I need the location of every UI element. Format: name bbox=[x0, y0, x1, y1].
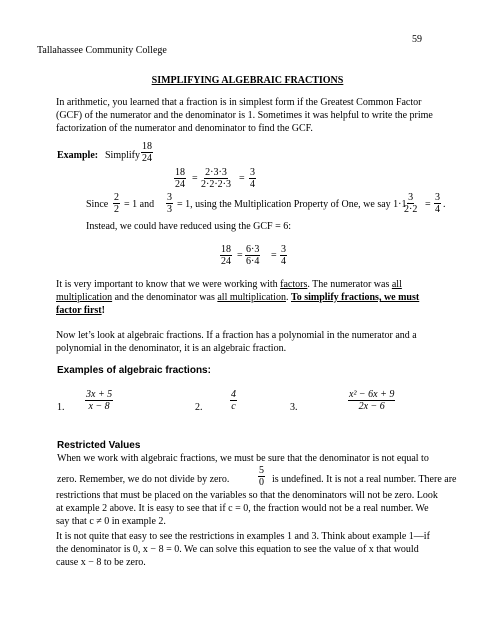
numerator: 5 bbox=[259, 465, 264, 476]
since-word: Since bbox=[86, 199, 109, 210]
example-label: Example: bbox=[57, 150, 99, 161]
numerator: 6·3 bbox=[246, 244, 260, 255]
numerator: 2·3·3 bbox=[205, 167, 227, 178]
denominator: x − 8 bbox=[88, 401, 110, 412]
denominator: 2·2 bbox=[404, 204, 418, 215]
numerator: 18 bbox=[221, 244, 231, 255]
denominator: 24 bbox=[175, 179, 185, 190]
restricted-paragraph: restrictions that must be placed on the variables so that the denominators will not be zero. Look at example 2 above. It is easy to see that if c = 0, the fraction would not be a real number. We say that c ≠ 0 in example 2. bbox=[56, 490, 438, 527]
fraction-prime-factorization bbox=[201, 167, 231, 190]
factor-first-emphasis: To simplify fractions, we must factor first bbox=[56, 292, 420, 316]
examples-heading: Examples of algebraic fractions: bbox=[57, 365, 211, 376]
denominator: 4 bbox=[435, 204, 440, 215]
numerator: 3 bbox=[250, 167, 255, 178]
multiplication-property-text: = 1, using the Multiplication Property of One, we say 1·1· bbox=[177, 199, 410, 210]
fraction-3-3 bbox=[166, 192, 173, 215]
equals-sign: = bbox=[425, 199, 431, 210]
denominator: 6·4 bbox=[246, 256, 260, 267]
numerator: 18 bbox=[142, 141, 152, 152]
page-number: 59 bbox=[412, 34, 422, 45]
simplify-text: Simplify bbox=[105, 150, 141, 161]
period: . bbox=[443, 199, 446, 210]
fraction-18-24 bbox=[174, 167, 186, 190]
denominator: 24 bbox=[221, 256, 231, 267]
fraction-3-4 bbox=[249, 167, 256, 190]
restricted-line-1: When we work with algebraic fractions, we must be sure that the denominator is not equal to bbox=[57, 453, 429, 464]
denominator-emphasis: all multiplication bbox=[217, 292, 286, 303]
fraction-18-24 bbox=[220, 244, 232, 267]
example-3-number: 3. bbox=[290, 402, 298, 413]
denominator: 3 bbox=[167, 204, 172, 215]
numerator: x² − 6x + 9 bbox=[349, 389, 395, 400]
fraction-3-4 bbox=[434, 192, 441, 215]
fraction-6x3-6x4 bbox=[245, 244, 260, 267]
restricted-undefined-text: is undefined. It is not a real number. There are bbox=[272, 474, 457, 485]
fraction-3-4 bbox=[280, 244, 287, 267]
page-title: SIMPLIFYING ALGEBRAIC FRACTIONS bbox=[151, 75, 344, 86]
denominator: 2 bbox=[114, 204, 119, 215]
denominator: 2x − 6 bbox=[358, 401, 385, 412]
denominator: 2·2·2·3 bbox=[201, 179, 231, 190]
equals-sign: = bbox=[271, 250, 277, 261]
final-paragraph: It is not quite that easy to see the restrictions in examples 1 and 3. Think about example 1—if the denominator is 0, x − 8 = 0. We can solve this equation to see the value of x that would cause x − 8 to be zero. bbox=[56, 531, 430, 568]
institution-name: Tallahassee Community College bbox=[37, 45, 167, 56]
restricted-zero-text: zero. Remember, we do not divide by zero. bbox=[57, 474, 230, 485]
algebraic-fractions-paragraph: Now let’s look at algebraic fractions. If a fraction has a polynomial in the numerator and a polynomial in the denominator, it is an algebraic fraction. bbox=[56, 330, 417, 354]
numerator: 2 bbox=[114, 192, 119, 203]
numerator: 3 bbox=[281, 244, 286, 255]
fraction-5-0 bbox=[258, 465, 265, 488]
instead-text: Instead, we could have reduced using the GCF = 6: bbox=[86, 221, 292, 232]
fraction-2-2 bbox=[113, 192, 120, 215]
example-1-fraction bbox=[85, 389, 113, 412]
numerator: 3 bbox=[167, 192, 172, 203]
equals-sign: = bbox=[237, 250, 243, 261]
denominator: 24 bbox=[142, 153, 152, 164]
example-fraction bbox=[141, 141, 153, 164]
equals-sign: = bbox=[192, 173, 198, 184]
restricted-values-heading: Restricted Values bbox=[57, 440, 141, 451]
numerator: 18 bbox=[175, 167, 185, 178]
denominator: 4 bbox=[250, 179, 255, 190]
example-2-fraction bbox=[230, 389, 237, 412]
denominator: c bbox=[231, 401, 236, 412]
example-2-number: 2. bbox=[195, 402, 203, 413]
numerator: 4 bbox=[231, 389, 236, 400]
numerator: 3 bbox=[408, 192, 414, 203]
numerator: 3x + 5 bbox=[86, 389, 113, 400]
numerator: 3 bbox=[435, 192, 440, 203]
example-3-fraction bbox=[348, 389, 395, 412]
denominator: 0 bbox=[259, 477, 264, 488]
example-1-number: 1. bbox=[57, 402, 65, 413]
fraction-3-2x2 bbox=[404, 192, 417, 215]
factors-paragraph: It is very important to know that we were working with factors. The numerator was all multiplication and the denominator was all multiplication. To simplify fractions, we must factor first! bbox=[56, 279, 420, 316]
intro-paragraph: In arithmetic, you learned that a fraction is in simplest form if the Greatest Common Factor (GCF) of the numerator and the denominator is 1. Sometimes it was helpful to write the prime factorization of the numerator and denominator to find the GCF. bbox=[56, 97, 433, 134]
numerator-emphasis: all multiplication bbox=[56, 279, 402, 303]
factors-emphasis: factors bbox=[280, 279, 308, 290]
denominator: 4 bbox=[281, 256, 286, 267]
equals-one-and: = 1 and bbox=[124, 199, 155, 210]
equals-sign: = bbox=[239, 173, 245, 184]
